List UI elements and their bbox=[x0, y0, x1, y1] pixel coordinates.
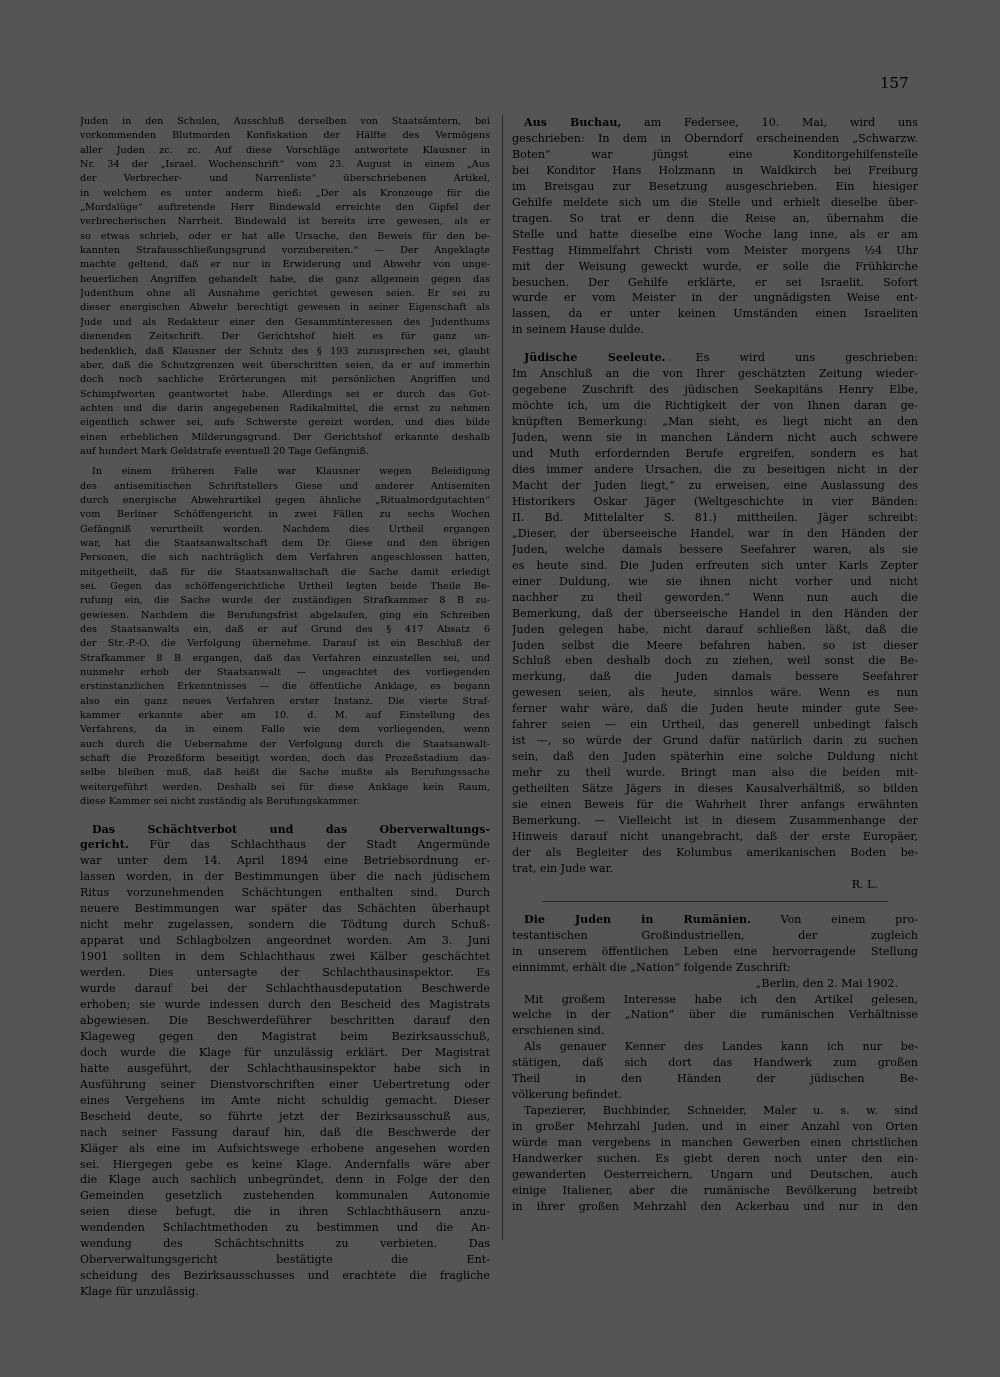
text-line: Juden in den Schulen, Ausschluß derselben von Staatsämtern, bei bbox=[80, 116, 490, 127]
text-line: sei. Hiergegen gebe es keine Klage. Andernfalls wäre aber bbox=[80, 1157, 490, 1171]
text-line: in unserem öffentlichen Leben eine hervorragende Stellung bbox=[512, 944, 918, 958]
text-line: nunmehr erhob der Staatsanwalt — ungeachtet des vorliegenden bbox=[80, 667, 490, 679]
text-line: Bemerkung, daß der überseeische Handel in den Händen der bbox=[512, 606, 918, 620]
separator-rule bbox=[542, 901, 888, 902]
text-line: durch energische Abwehrartikel gegen ähnliche „Ritualmordgutachten“ bbox=[80, 494, 490, 506]
text-line: Juden selbst die Meere befahren haben, so ist dieser bbox=[512, 638, 918, 652]
text-line: Ritus vorzunehmenden Schächtungen enthalten sind. Durch bbox=[80, 886, 490, 900]
text-line: welche in der „Nation“ über die rumänischen Verhältnisse bbox=[512, 1008, 918, 1022]
text-line: mehr zu theil wurde. Bringt man also die beiden mit- bbox=[512, 766, 918, 780]
text-line: war unter dem 14. April 1894 eine Betriebsordnung er- bbox=[80, 854, 490, 868]
text-line: sie einen Beweis für die Wahrheit Ihrer anfangs erwähnten bbox=[512, 798, 918, 812]
text-line: erhoben; sie wurde indessen durch den Bescheid des Magistrats bbox=[80, 997, 490, 1011]
left-column bbox=[80, 115, 490, 1300]
text-line: Juden, wenn sie in manchen Ländern nicht auch schwere bbox=[512, 431, 918, 445]
article-heading: Die Juden in Rumänien. bbox=[524, 912, 751, 926]
text-line: Gefängniß verurtheilt worden. Nachdem dies Urtheil ergangen bbox=[80, 523, 490, 535]
text-line: besuchen. Der Gehilfe erklärte, er sei Israelit. Sofort bbox=[512, 275, 918, 289]
text-line: In einem früheren Falle war Klausner wegen Beleidigung bbox=[92, 466, 490, 478]
text-line: dies immer andere Ursachen, die zu beseitigen nicht in der bbox=[512, 463, 918, 477]
text-line: doch noch sachliche Erörterungen mit persönlichen Angriffen und bbox=[80, 374, 490, 386]
article-first-line-text: Es wird uns geschrieben: bbox=[695, 351, 918, 365]
text-line: Oberverwaltungsgericht bestätigte die Ent- bbox=[80, 1253, 490, 1267]
text-line: des Staatsanwalts ein, daß er auf Grund des § 417 Absatz 6 bbox=[80, 624, 490, 636]
text-line: hatte ausgeführt, der Schlachthausinspektor habe sich in bbox=[80, 1061, 490, 1075]
text-line: einige Italiener, aber die rumänische Bevölkerung betreibt bbox=[512, 1183, 918, 1197]
text-line: wurde er vom Meister in der ungnädigsten Weise ent- bbox=[512, 291, 918, 305]
text-line: einen erheblichen Milderungsgrund. Der Gerichtshof erkannte deshalb bbox=[80, 431, 490, 443]
text-line: seien diese befugt, die in ihren Schlachthäusern anzu- bbox=[80, 1205, 490, 1219]
text-line: rufung ein, die Sache wurde der zuständigen Strafkammer 8 B zu- bbox=[80, 595, 490, 607]
text-line: der als Begleiter des Kolumbus amerikanischen Boden be- bbox=[512, 845, 918, 859]
text-line: nicht mehr zugelassen, sondern die Tödtung durch Schuß- bbox=[80, 918, 490, 932]
text-line: ist —, so würde der Grund dafür natürlich darin zu suchen bbox=[512, 734, 918, 748]
text-line: Schluß eben deshalb doch zu ziehen, weil sonst die Be- bbox=[512, 654, 918, 668]
text-line: sein, daß den Juden späterhin eine solche Duldung nicht bbox=[512, 750, 918, 764]
text-line: scheidung des Bezirksausschusses und erachtete die fragliche bbox=[80, 1269, 490, 1283]
text-line: Tapezierer, Buchbinder, Schneider, Maler u. s. w. sind bbox=[524, 1104, 918, 1118]
article-heading: Jüdische Seeleute. bbox=[524, 351, 666, 365]
article-first-line bbox=[512, 350, 918, 366]
text-line: apparat und Schlagbolzen angeordnet worden. Am 3. Juni bbox=[80, 934, 490, 948]
text-line: gewesen seien, als heute, sinnlos wäre. Wenn es nun bbox=[512, 686, 918, 700]
left-paragraph-2 bbox=[80, 465, 490, 809]
text-line: Klage für unzulässig. bbox=[80, 1285, 199, 1299]
article-first-line bbox=[512, 115, 918, 131]
text-line: gewiesen. Nachdem die Berufungsfrist abgelaufen, ging ein Schreiben bbox=[80, 609, 490, 621]
letter-paragraph-3 bbox=[512, 1103, 918, 1215]
text-line: der Verbrecher- und Narrenliste“ überschriebenen Artikel, bbox=[80, 173, 490, 185]
text-line: Bemerkung. — Vielleicht ist in diesem Zusammenhange der bbox=[512, 813, 918, 827]
article-first-line-text: Von einem pro- bbox=[780, 912, 918, 926]
text-line: geschrieben: In dem in Oberndorf erscheinenden „Schwarzw. bbox=[512, 131, 918, 145]
text-line: Klageweg gegen den Magistrat beim Bezirksausschuß, bbox=[80, 1029, 490, 1043]
article-heading: Das Schächtverbot und das Oberverwaltungs- bbox=[92, 822, 490, 836]
text-line: nach seiner Fassung darauf hin, daß die Beschwerde der bbox=[80, 1125, 490, 1139]
text-line: ferner wahr wäre, daß die Juden heute minder gute See- bbox=[512, 702, 918, 716]
text-line: Schimpfworten geantwortet habe. Allerdings sei er durch das Gut- bbox=[80, 388, 490, 400]
text-line: Boten“ war jüngst eine Konditorgehilfenstelle bbox=[512, 147, 918, 161]
article-body bbox=[512, 131, 918, 338]
text-line: erschienen sind. bbox=[512, 1024, 605, 1038]
article-body bbox=[512, 366, 918, 877]
text-line: weitergeführt werden. Deshalb sei für diese Anklage kein Raum, bbox=[80, 781, 490, 793]
text-line: im Breisgau zur Besetzung ausgeschrieben. Ein hiesiger bbox=[512, 179, 918, 193]
text-line: stätigen, daß sich dort das Handwerk zum großen bbox=[512, 1056, 918, 1070]
article-first-line-text: Für das Schlachthaus der Stadt Angermünde bbox=[149, 838, 490, 852]
text-line: einnimmt, erhält die „Nation“ folgende Zuschrift: bbox=[512, 960, 791, 974]
text-line: aller Juden zc. zc. Auf diese Vorschläge antwortete Klausner in bbox=[80, 144, 490, 156]
text-line: verbrecherischen Narrheit. Bindewald ist bereits irre gewesen, als er bbox=[80, 216, 490, 228]
text-line: möchte ich, um die Richtigkeit der von Ihnen daran ge- bbox=[512, 399, 918, 413]
text-line: gegebene Zuschrift des jüdischen Seekapitäns Henry Elbe, bbox=[512, 383, 918, 397]
text-line: dienenden Zeitschrift. Der Gerichtshof hielt es für ganz un- bbox=[80, 331, 490, 343]
text-line: in welchem es unter anderm hieß: „Der als Kronzeuge für die bbox=[80, 187, 490, 199]
text-line: Historikers Oskar Jäger (Weltgeschichte in vier Bänden: bbox=[512, 494, 918, 508]
text-line: Im Anschluß an die von Ihrer geschätzten Zeitung wieder- bbox=[512, 367, 918, 381]
text-line: in großer Mehrzahl Juden, und in einer Anzahl von Orten bbox=[512, 1120, 918, 1134]
text-line: getheilten Sätze Jägers in dieses Kausalverhältniß, so bilden bbox=[512, 782, 918, 796]
text-line: dieser energischen Abwehr berechtigt gewesen in seiner Eigenschaft als bbox=[80, 302, 490, 314]
text-line: bei Konditor Hans Holzmann in Waldkirch bei Freiburg bbox=[512, 163, 918, 177]
text-line: gewanderten Oesterreichern, Ungarn und Deutschen, auch bbox=[512, 1168, 918, 1181]
left-paragraph-1 bbox=[80, 115, 490, 459]
text-line: Macht der Juden liegt,“ zu erweisen, eine Auslassung des bbox=[512, 478, 918, 492]
text-line: Kläger als eine im Aufsichtswege erhobene angesehen worden bbox=[80, 1141, 490, 1155]
text-line: 1901 sollten in dem Schlachthaus zwei Kälber geschächtet bbox=[80, 950, 490, 964]
text-line: aber, daß die Schutzgrenzen weit überschritten seien, da er auf immerhin bbox=[80, 359, 490, 371]
text-line: „Mordslüge“ auftretende Herr Bindewald erreichte den Gipfel der bbox=[80, 202, 490, 214]
text-line: Ausführung seiner Dienstvorschriften einer Uebertretung oder bbox=[80, 1077, 490, 1091]
letter-date: „Berlin, den 2. Mai 1902. bbox=[755, 976, 898, 990]
text-line: des antisemitischen Schriftstellers Giese und anderer Antisemiten bbox=[80, 480, 490, 492]
text-line: knüpften Bemerkung: „Man sieht, es liegt nicht an den bbox=[512, 415, 918, 429]
text-line: nachher zu theil geworden.“ Wenn nun auch die bbox=[512, 590, 918, 604]
text-line: wendung des Schächtschnitts zu verbieten. Das bbox=[80, 1237, 490, 1251]
text-line: vom Berliner Schöffengericht in zwei Fällen zu sechs Wochen bbox=[80, 509, 490, 521]
text-line: in seinem Hause dulde. bbox=[512, 323, 644, 337]
text-line: der Str.-P.-O. die Verfolgung übernehme. Darauf ist ein Beschluß der bbox=[80, 638, 490, 650]
text-line: Strafkammer 8 B ergangen, daß das Verfahren einzustellen sei, und bbox=[80, 652, 490, 664]
text-line: lassen worden, in der Bestimmungen über die nach jüdischem bbox=[80, 870, 490, 884]
text-line: eines Vergehens im Amte nicht schuldig gemacht. Dieser bbox=[80, 1093, 490, 1107]
page-number: 157 bbox=[880, 74, 909, 92]
text-line: neuere Bestimmungen war später das Schächten überhaupt bbox=[80, 902, 490, 916]
text-line: wendenden Schlachtmethoden zu bestimmen und die An- bbox=[80, 1221, 490, 1235]
article-first-line bbox=[80, 837, 490, 853]
text-line: Gemeinden gesetzlich zustehenden kommunalen Autonomie bbox=[80, 1189, 490, 1203]
article-first-line bbox=[512, 912, 918, 928]
text-line: wurde darauf bei der Schlachthausdeputation Beschwerde bbox=[80, 982, 490, 996]
text-line: kannten Strafausschließungsgrund vorzubereiten.“ — Der Angeklagte bbox=[80, 245, 490, 257]
text-line: Theil in den Händen der jüdischen Be- bbox=[512, 1072, 918, 1086]
text-line: tragen. So trat er denn die Reise an, übernahm die bbox=[512, 211, 918, 225]
text-line: Stelle und hatte dieselbe eine Woche lang inne, als er am bbox=[512, 227, 918, 241]
text-line: mit der Weisung geweckt wurde, er solle die Frühkirche bbox=[512, 259, 918, 273]
article-rumaenien bbox=[512, 912, 918, 1215]
text-line: Nr. 34 der „Israel. Wochenschrift“ vom 23. August in einem „Aus bbox=[80, 159, 490, 171]
text-line: werden. Dies untersagte der Schlachthausinspektor. Es bbox=[80, 966, 490, 980]
text-line: es heute sind. Die Juden erfreuten sich unter Karls Zepter bbox=[512, 558, 918, 572]
text-line: lassen, da er unter keinen Umständen einen Israeliten bbox=[512, 307, 918, 321]
text-line: fahrer seien — ein Urtheil, das generell unbedingt falsch bbox=[512, 718, 918, 732]
article-heading: Aus Buchau, bbox=[524, 116, 622, 129]
text-line: war, hat die Staatsanwaltschaft dem Dr. Giese und den übrigen bbox=[80, 537, 490, 549]
text-line: mitgetheilt, daß für die Staatsanwaltschaft die Sache damit erledigt bbox=[80, 566, 490, 578]
text-line: völkerung befindet. bbox=[512, 1088, 622, 1102]
article-gap bbox=[80, 810, 490, 822]
text-line: die Klage auch sachlich unbegründet, denn in Folge der den bbox=[80, 1173, 490, 1187]
article-intro bbox=[512, 928, 918, 976]
text-line: Mit großem Interesse habe ich den Artikel gelesen, bbox=[524, 992, 918, 1006]
article-heading-continued: gericht. bbox=[80, 838, 129, 852]
text-line: trat, ein Jude war. bbox=[512, 861, 614, 875]
text-line: kammer erkannte aber am 10. d. M. auf Einstellung des bbox=[80, 710, 490, 722]
text-line: in ihrer großen Mehrzahl den Ackerbau und nur in den bbox=[512, 1199, 918, 1213]
text-line: Festtag Himmelfahrt Christi vom Meister morgens ½4 Uhr bbox=[512, 243, 918, 257]
text-line: II. Bd. Mittelalter S. 81.) mittheilen. Jäger schreibt: bbox=[512, 510, 918, 524]
letter-paragraph-1 bbox=[512, 992, 918, 1040]
text-line: testantischen Großindustriellen, der zugleich bbox=[512, 928, 918, 942]
text-line: Personen, die sich nachträglich dem Verfahren angeschlossen hatten, bbox=[80, 552, 490, 564]
text-line: und Muth erfordernden Berufe ergreifen, sondern es hat bbox=[512, 447, 918, 461]
article-signature: R. L. bbox=[851, 877, 878, 891]
text-line: heuerlichen Angriffen gehandelt habe, die ganz allgemein gegen das bbox=[80, 273, 490, 285]
text-line: vorkommenden Blutmorden Konfiskation der Hälfte des Vermögens bbox=[80, 130, 490, 142]
article-body bbox=[80, 853, 490, 1300]
article-buchau bbox=[512, 115, 918, 338]
text-line: machte geltend, daß er nur in Erwiderung und Abwehr von unge- bbox=[80, 259, 490, 271]
text-line: sei. Gegen das schöffengerichtliche Urtheil legten beide Theile Be- bbox=[80, 581, 490, 592]
text-line: bedenklich, daß Klausner der Schutz des § 193 zuzusprechen sei, glaubt bbox=[80, 345, 490, 357]
text-line: einer Duldung, wie sie ihnen nicht vorher und nicht bbox=[512, 574, 918, 588]
text-line: doch wurde die Klage für unzulässig erklärt. Der Magistrat bbox=[80, 1045, 490, 1059]
text-line: Verfahrens, da in einem Falle wie dem vorliegenden, wenn bbox=[80, 724, 490, 736]
article-schaechtverbot bbox=[80, 822, 490, 1301]
text-line: also ein ganz neues Verfahren erster Instanz. Die vierte Straf- bbox=[80, 695, 490, 707]
text-line: Judenthum ohne all Ausnahme gerichtet gewesen seien. Er sei zu bbox=[80, 288, 490, 300]
text-line: Gehilfe meldete sich um die Stelle und erhielt dieselbe über- bbox=[512, 195, 918, 209]
text-line: abgewiesen. Die Beschwerdeführer beschritten darauf den bbox=[80, 1013, 490, 1027]
text-line: merkung, daß die Juden damals bessere Seefahrer bbox=[512, 670, 918, 684]
text-line: Bescheid deute, so führte jetzt der Bezirksausschuß aus, bbox=[80, 1109, 490, 1123]
text-line: würde man vergebens in manchen Gewerben einen christlichen bbox=[512, 1136, 918, 1150]
text-line: Juden, welche damals bessere Seefahrer waren, als sie bbox=[512, 542, 918, 556]
text-line: so etwas schrieb, oder er hat alle Ursache, den Beweis für den be- bbox=[80, 230, 490, 242]
column-divider bbox=[502, 115, 503, 1240]
text-line: Hinweis darauf nicht unangebracht, daß der erste Europäer, bbox=[512, 829, 918, 843]
text-line: Als genauer Kenner des Landes kann ich nur be- bbox=[524, 1040, 918, 1054]
text-line: auch durch die Uebernahme der Verfolgung durch die Staatsanwalt- bbox=[80, 738, 490, 750]
letter-paragraph-2 bbox=[512, 1039, 918, 1103]
article-gap bbox=[512, 338, 918, 350]
text-line: achten und die darin angegebenen Radikalmittel, die ernst zu nehmen bbox=[80, 402, 490, 414]
text-line: selbe bleiben muß, daß heißt die Sache mußte als Berufungssache bbox=[80, 767, 490, 779]
text-line: Jude und als Redakteur einer den Gesammtinteressen des Judenthums bbox=[80, 316, 490, 328]
text-line: auf hundert Mark Geldstrafe eventuell 20 Tage Gefängniß. bbox=[80, 445, 370, 457]
text-line: „Dieser, der überseeische Handel, war in den Händen der bbox=[512, 526, 918, 540]
text-line: eigentlich schwer sei, aufs Schwerste gereizt worden, und dies bilde bbox=[80, 417, 490, 429]
article-seeleute bbox=[512, 350, 918, 892]
text-line: erstinstanzlichen Erkenntnisses — die öffentliche Anklage, es begann bbox=[80, 681, 490, 693]
article-first-line-text: am Federsee, 10. Mai, wird uns bbox=[644, 116, 918, 129]
text-line: Handwerker suchen. Es giebt deren noch unter den ein- bbox=[512, 1152, 918, 1166]
text-line: diese Kammer sei nicht zuständig als Berufungskammer. bbox=[80, 796, 360, 808]
right-column bbox=[512, 115, 918, 1215]
text-line: Juden gelegen habe, nicht darauf schließen läßt, daß die bbox=[512, 622, 918, 636]
text-line: schaft die Prozeßform beseitigt worden, doch das Prozeßstadium das- bbox=[80, 753, 490, 765]
